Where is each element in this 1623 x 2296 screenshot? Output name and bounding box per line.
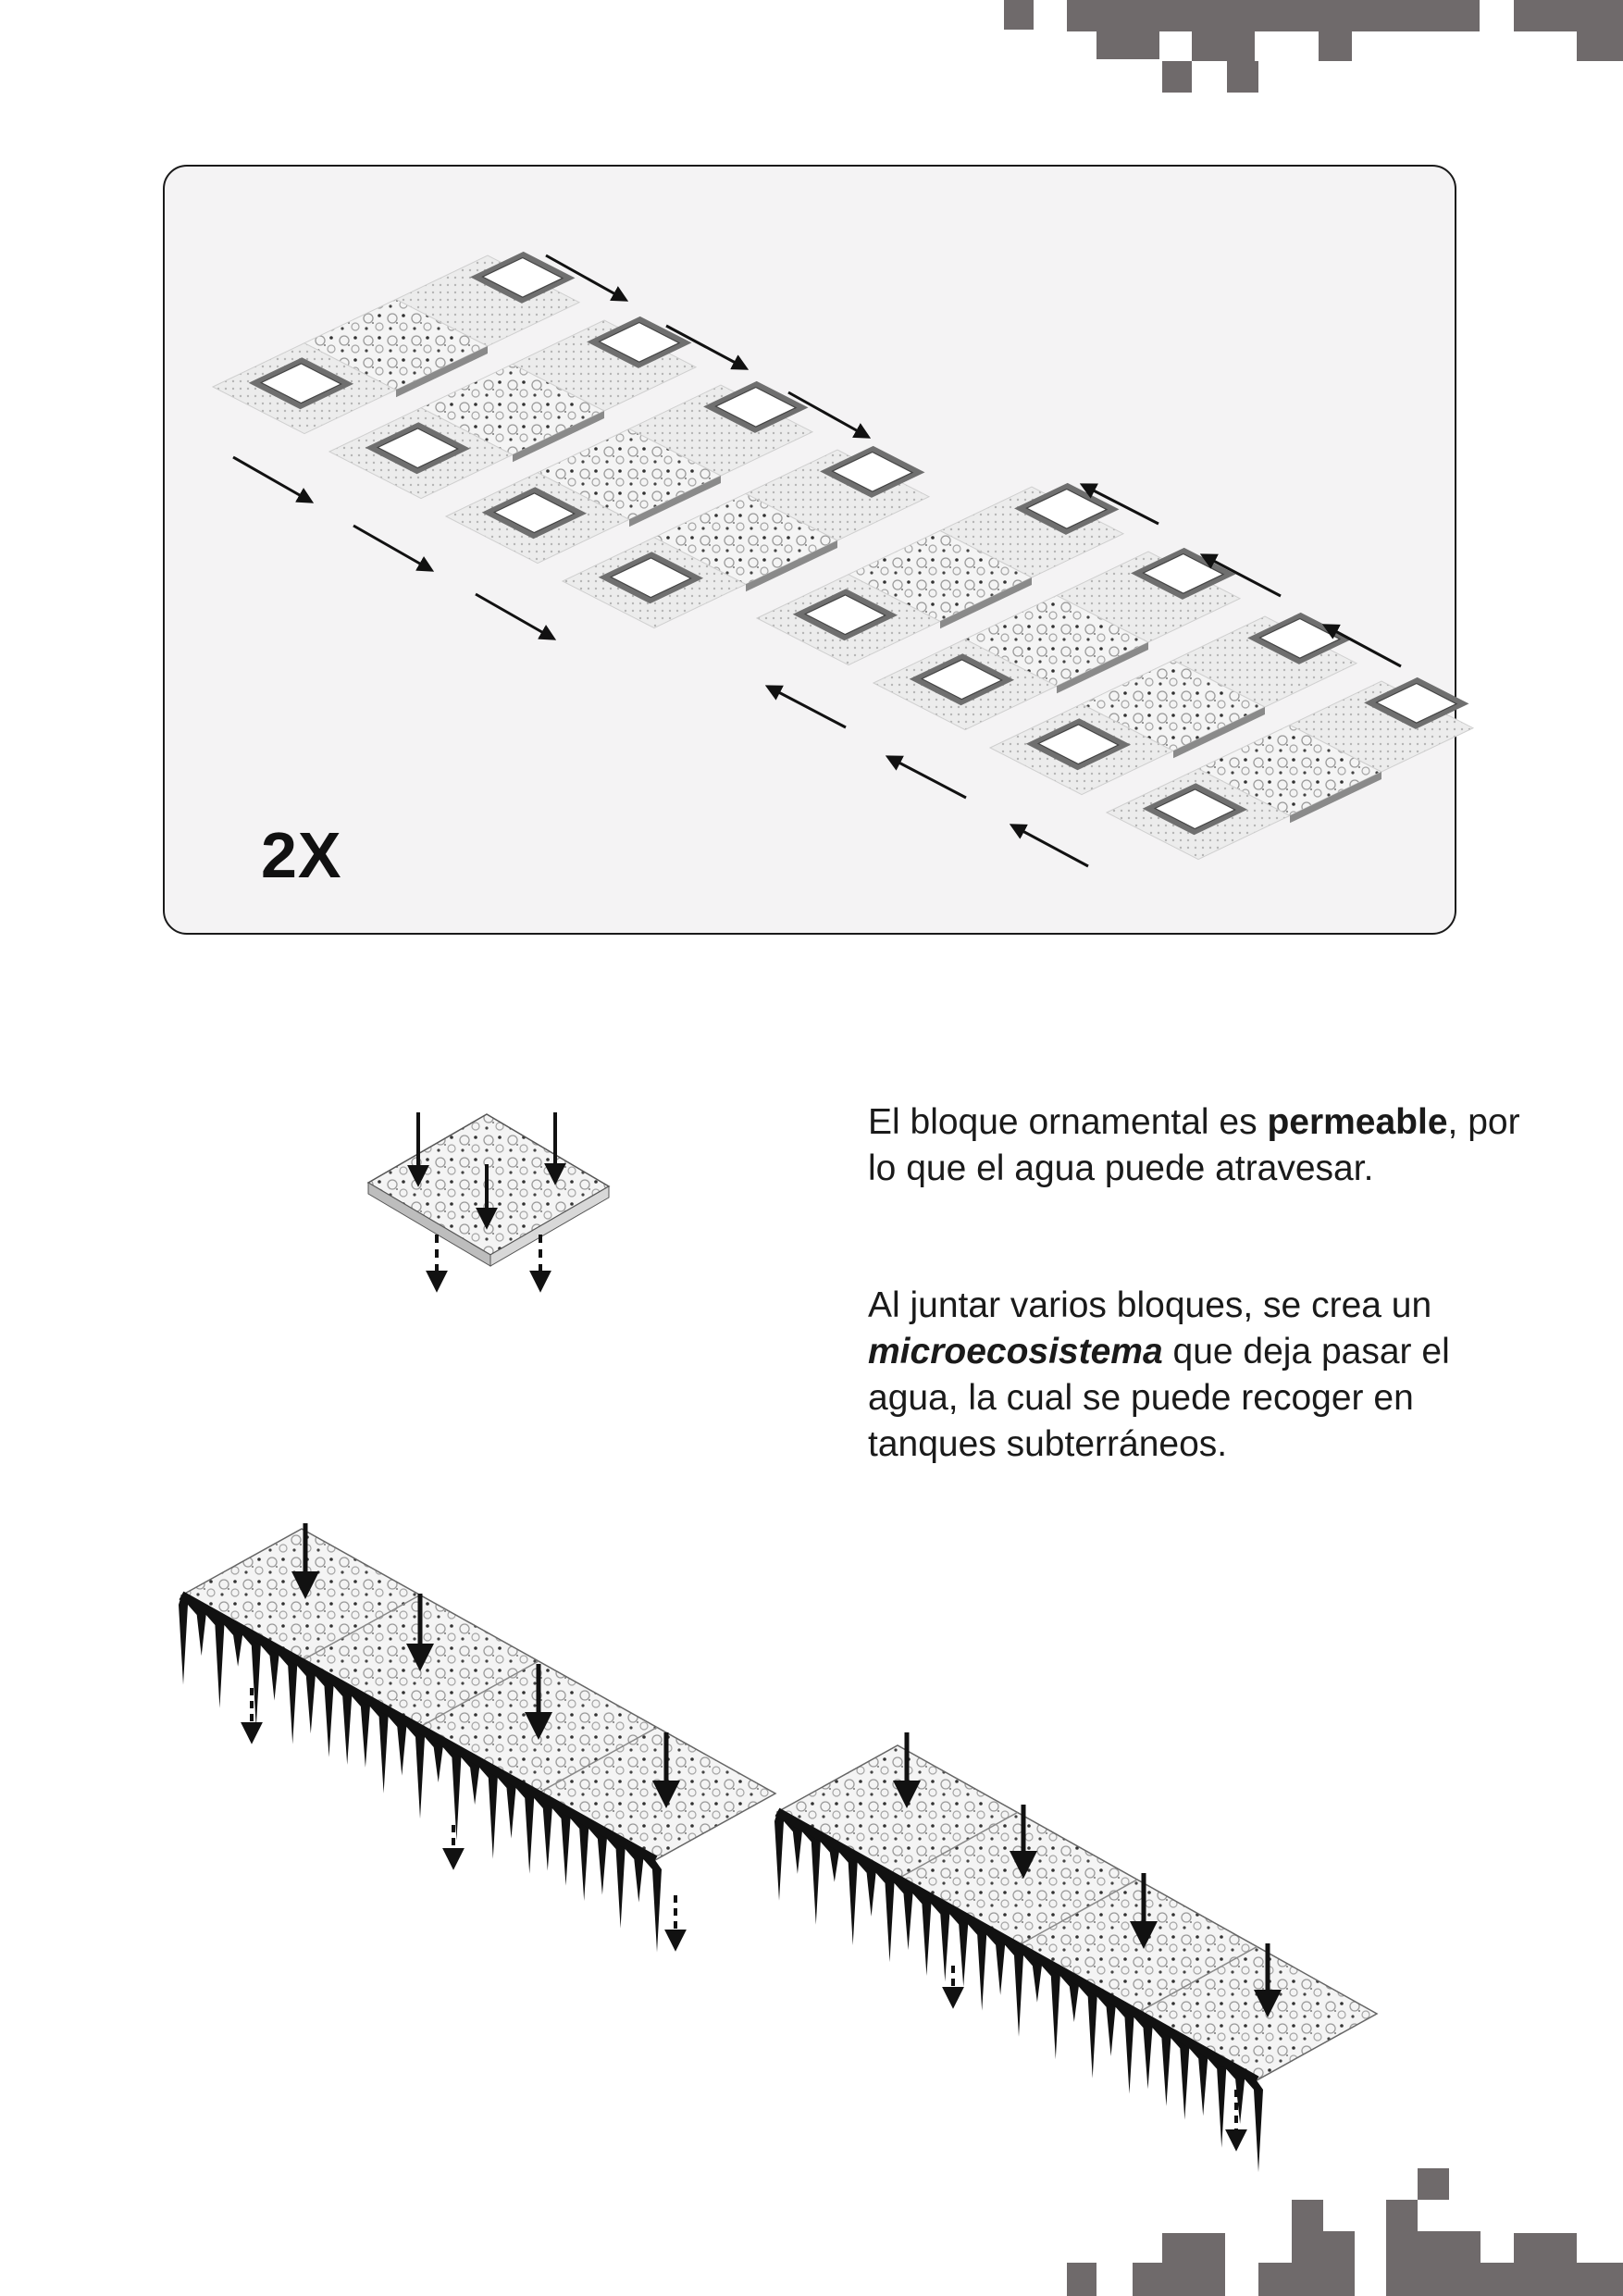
p2-bold-italic: microecosistema (868, 1332, 1163, 1371)
flow-arrow (476, 594, 553, 639)
p1-suffix: , por lo que el agua puede atravesar. (868, 1102, 1520, 1188)
flow-arrow (353, 526, 431, 570)
description-paragraph-1 (868, 1099, 1534, 1192)
p2-prefix: Al juntar varios bloques, se crea un (868, 1285, 1432, 1325)
flow-arrow (233, 457, 311, 502)
flow-arrow (1012, 825, 1088, 866)
p2-suffix: que deja pasar el agua, la cual se puede recoger en tanques subterráneos. (868, 1332, 1450, 1464)
flow-arrow (888, 757, 966, 798)
single-permeable-block (368, 1112, 609, 1288)
multiplier-label: 2X (261, 819, 342, 891)
flow-arrow (768, 687, 846, 727)
block-row-with-roots (179, 1523, 1377, 2172)
description-paragraph-2 (868, 1283, 1534, 1468)
isometric-block-strips (213, 252, 1473, 871)
p1-prefix: El bloque ornamental es (868, 1102, 1268, 1142)
p1-bold: permeable (1267, 1102, 1448, 1142)
